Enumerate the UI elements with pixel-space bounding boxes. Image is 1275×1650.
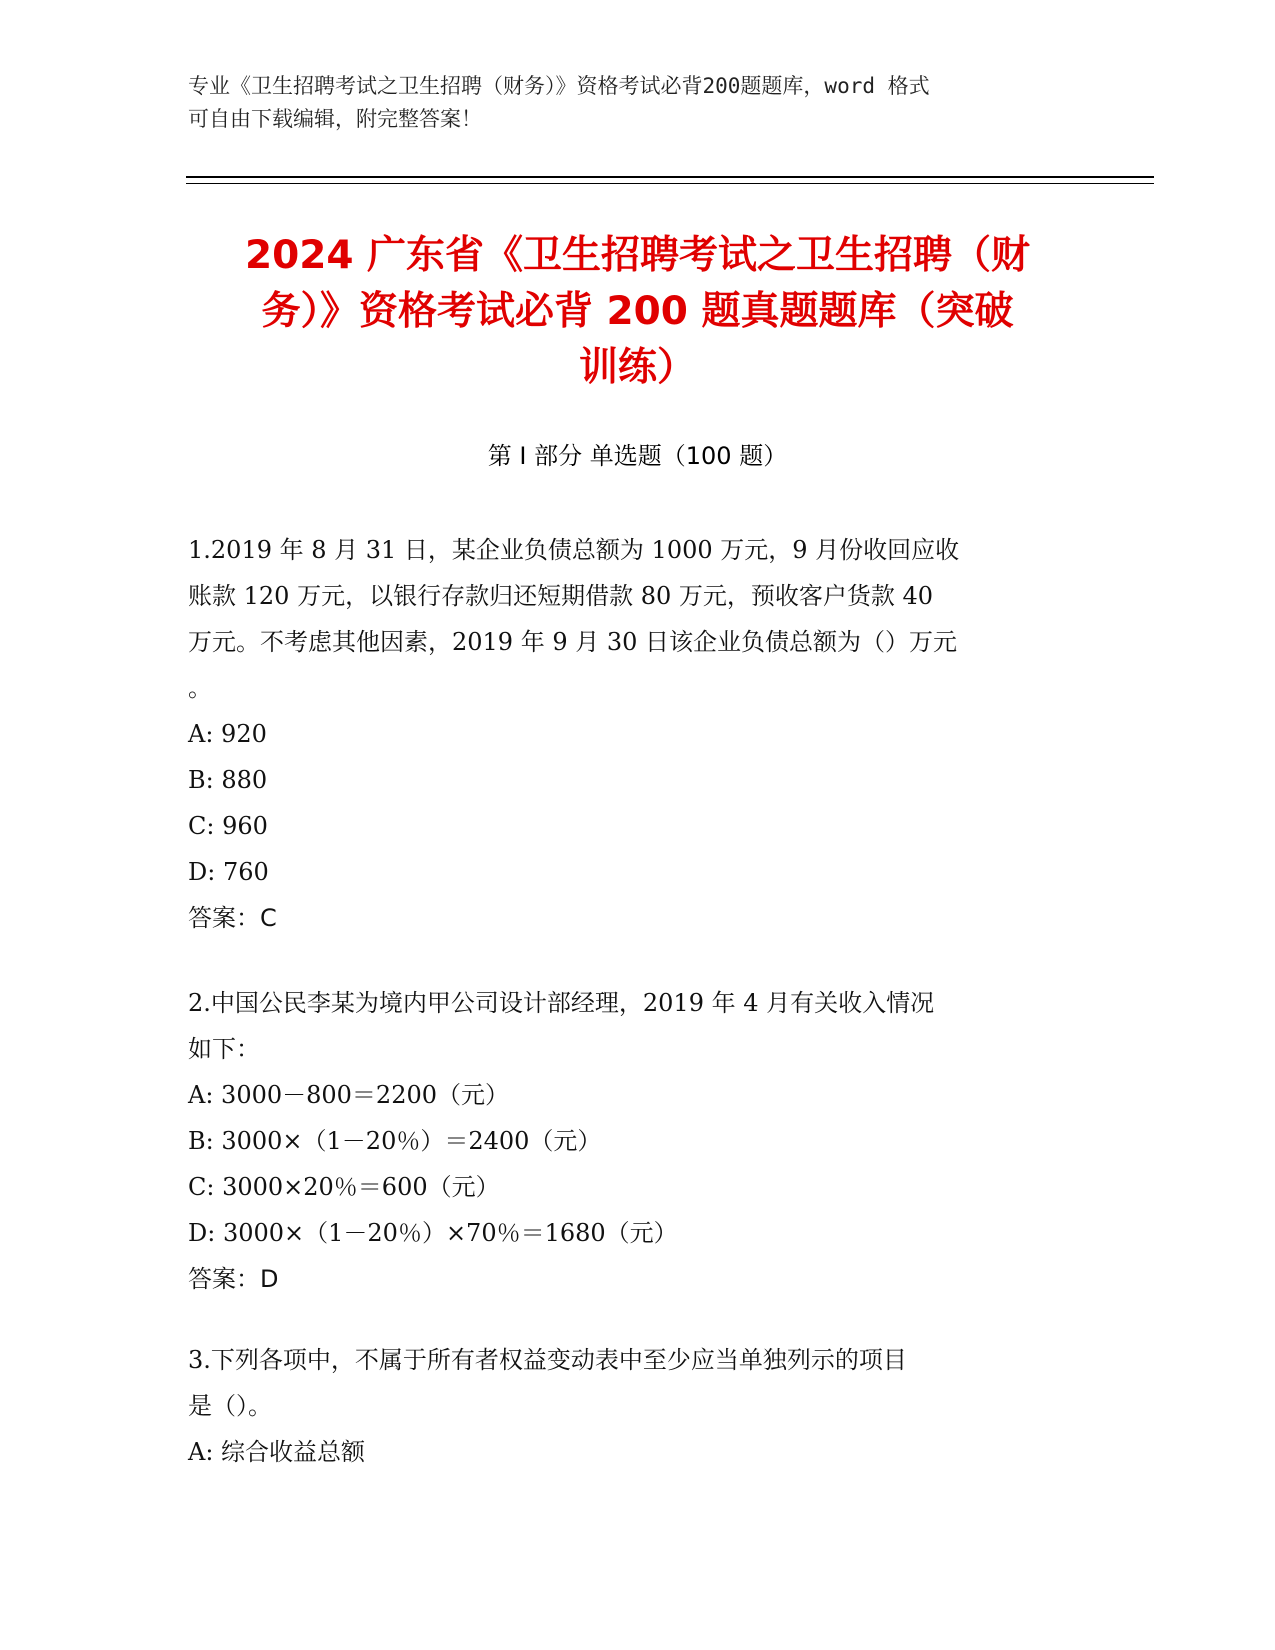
- option-b: B: 880: [188, 766, 268, 794]
- header-note-line: 可自由下载编辑，附完整答案！: [188, 107, 482, 131]
- question-1: [188, 527, 1088, 941]
- document-title: [150, 228, 1125, 396]
- question-stem-line: 万元。不考虑其他因素，2019 年 9 月 30 日该企业负债总额为（）万元: [188, 628, 958, 656]
- header-rule-thick: [186, 176, 1154, 178]
- header-note-line: 专业《卫生招聘考试之卫生招聘（财务）》资格考试必背200题题库，word 格式: [188, 74, 930, 98]
- question-stem-line: 2.中国公民李某为境内甲公司设计部经理，2019 年 4 月有关收入情况: [188, 989, 935, 1017]
- question-stem-line: 如下：: [188, 1035, 260, 1063]
- question-stem-line: 是（）。: [188, 1392, 272, 1420]
- option-d: D: 3000×（1－20％）×70％＝1680（元）: [188, 1219, 678, 1247]
- title-line: 训练）: [578, 345, 696, 390]
- option-c: C: 960: [188, 812, 268, 840]
- question-stem-line: 账款 120 万元，以银行存款归还短期借款 80 万元，预收客户货款 40: [188, 582, 934, 610]
- option-c: C: 3000×20％＝600（元）: [188, 1173, 500, 1201]
- header-note: [188, 70, 1088, 136]
- title-line: 2024 广东省《卫生招聘考试之卫生招聘（财: [244, 233, 1031, 278]
- answer: 答案：C: [188, 904, 277, 932]
- option-a: A: 3000－800＝2200（元）: [188, 1081, 510, 1109]
- question-stem-line: 3.下列各项中，不属于所有者权益变动表中至少应当单独列示的项目: [188, 1346, 907, 1374]
- option-a: A: 综合收益总额: [188, 1438, 366, 1466]
- question-stem-line: 。: [188, 674, 212, 702]
- option-a: A: 920: [188, 720, 267, 748]
- header-rule-thin: [186, 183, 1154, 184]
- question-2: [188, 980, 1088, 1302]
- option-d: D: 760: [188, 858, 269, 886]
- answer: 答案：D: [188, 1265, 279, 1293]
- option-b: B: 3000×（1－20％）＝2400（元）: [188, 1127, 602, 1155]
- question-stem-line: 1.2019 年 8 月 31 日，某企业负债总额为 1000 万元，9 月份收回应收: [188, 536, 960, 564]
- section-title: 第 I 部分 单选题（100 题）: [487, 442, 788, 470]
- title-line: 务）》资格考试必背 200 题真题题库（突破: [261, 289, 1014, 334]
- question-3: [188, 1337, 1088, 1475]
